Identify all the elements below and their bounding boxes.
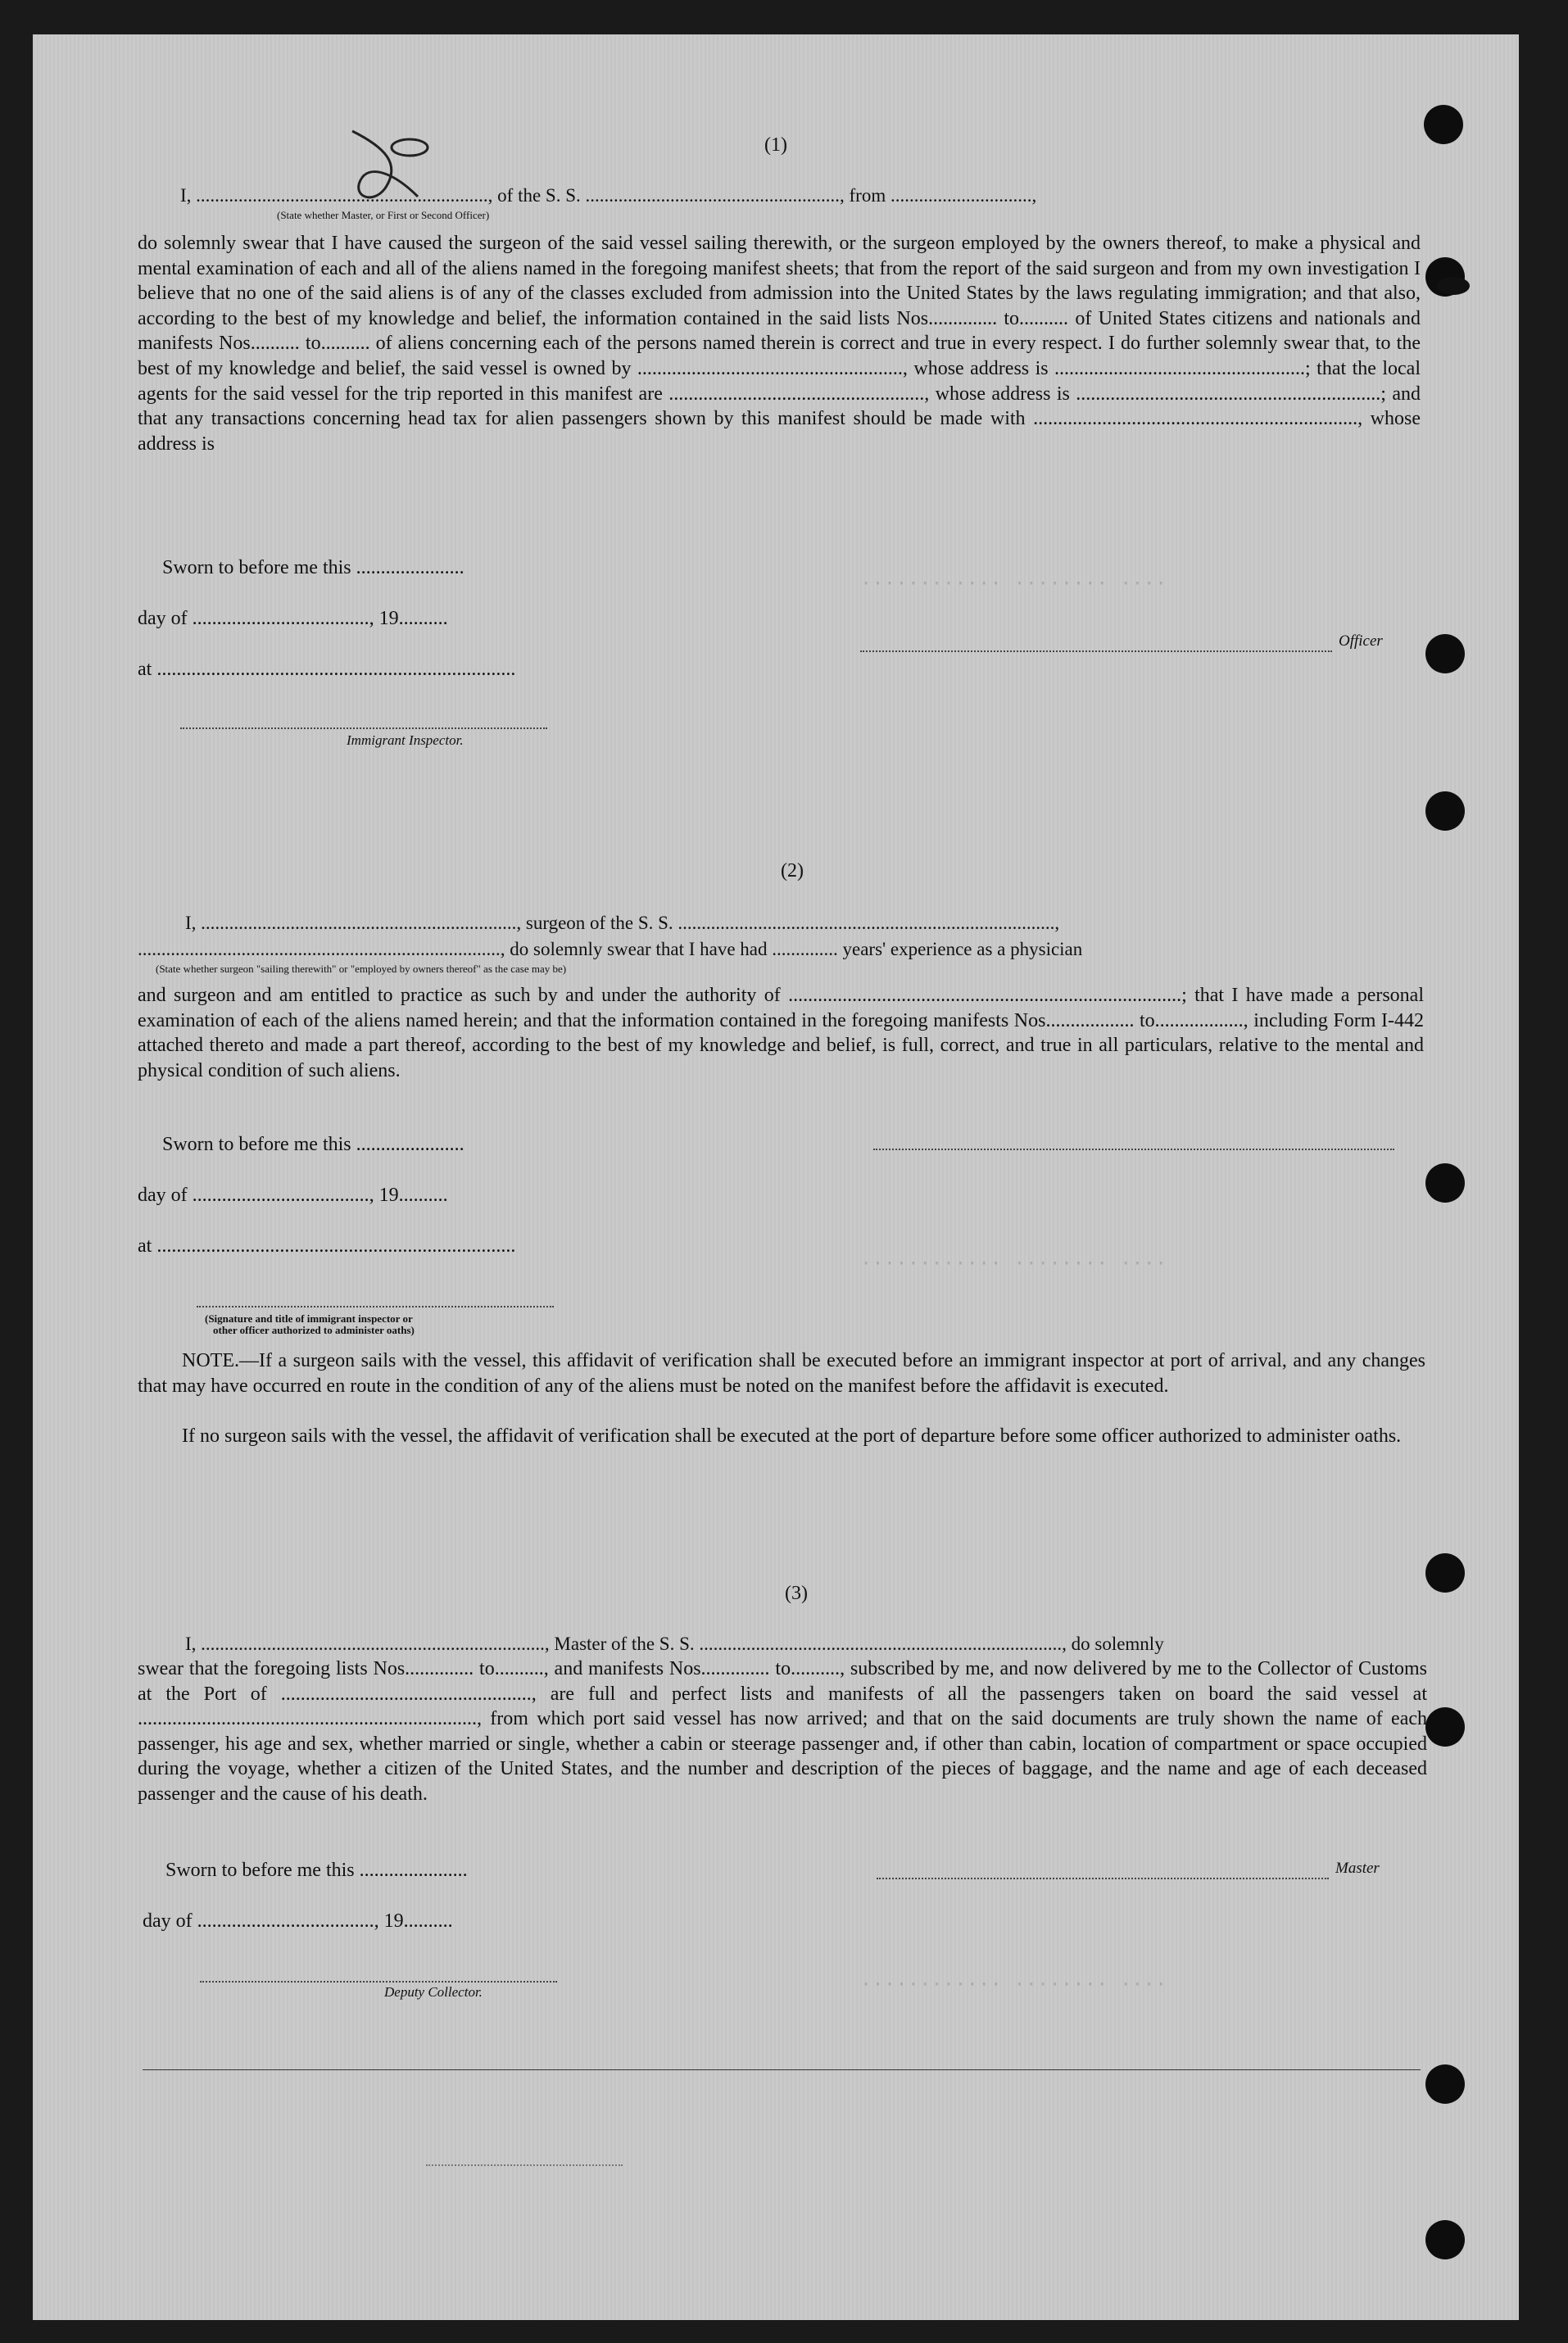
section-2-caption-2a: (Signature and title of immigrant inspector or [205, 1312, 413, 1325]
section-1-at: at ......................................................................... [138, 659, 516, 680]
note-text-1: —If a surgeon sails with the vessel, this affidavit of verification shall be executed before an immigrant inspector at port of arrival, and any changes that may have occurred en route in the condition of any of the aliens must be noted on the manifest before the affidavit is executed. [138, 1350, 1425, 1397]
master-label: Master [1335, 1860, 1380, 1877]
section-2-sworn: Sworn to before me this ...................... [162, 1134, 465, 1155]
section-3-sworn: Sworn to before me this ...................... [165, 1860, 468, 1881]
ink-smudge [1437, 277, 1470, 295]
bottom-rule [143, 2069, 1421, 2070]
section-2-caption-2b: other officer authorized to administer oaths) [213, 1324, 415, 1336]
section-2-line-2: ............................................................................., do solemnly swear that I have had .............. years' experience as a physician [138, 939, 1083, 959]
collector-label: Deputy Collector. [384, 1984, 483, 2000]
section-1-line-1: I, .............................................................., of the S. S. ......................................................, from .............................., [180, 185, 1037, 206]
manifest-affidavit-sheet [33, 34, 1519, 2320]
surgeon-note-2: If no surgeon sails with the vessel, the affidavit of verification shall be executed at the port of departure before some officer authorized to administer oaths. [182, 1425, 1402, 1447]
punch-hole [1425, 1553, 1465, 1593]
surgeon-signature-line [873, 1149, 1394, 1150]
section-2-caption: (State whether surgeon "sailing therewith" or "employed by owners thereof" as the case may be) [156, 963, 567, 975]
section-1-number: (1) [764, 134, 787, 156]
bleed-through: ............ ........ .... [860, 575, 1167, 597]
bottom-dots [426, 2164, 623, 2166]
punch-hole [1425, 2064, 1465, 2104]
section-1-body: do solemnly swear that I have caused the surgeon of the said vessel sailing therewith, or the surgeon employed by the owners thereof, to make a physical and mental examination of each and all of the aliens named in the foregoing manifest sheets; that from the report of the said surgeon and from my own investigation I believe that no one of the said aliens is of any of the classes excluded from admission into the United States by the laws regulating immigration; and that also, according to the best of my knowledge and belief, the information contained in the said lists Nos.............. to.......... of United States citizens and nationals and manifests Nos.......... to.......... of aliens concerning each of the persons named therein is correct and true in every respect. I do further solemnly swear that, to the best of my knowledge and belief, the said vessel is owned by ......................................................, whose address is ...................................................; that the local agents for the said vessel for the trip reported in this manifest are ...................................................., whose address is ..............................................................; and that any transactions concerning head tax for alien passengers shown by this manifest should be made with .................................................................., whose address is [138, 233, 1421, 455]
punch-hole [1424, 105, 1463, 144]
section-3-number: (3) [785, 1583, 808, 1604]
surgeon-note [138, 1348, 1425, 1398]
section-2-number: (2) [781, 860, 804, 881]
note-label: NOTE. [182, 1350, 239, 1371]
section-2-day: day of ...................................., 19.......... [138, 1185, 448, 1206]
collector-signature-line [200, 1981, 557, 1983]
officer-label: Officer [1339, 632, 1383, 650]
inspector-signature-line [180, 727, 547, 729]
punch-hole [1425, 1163, 1465, 1203]
section-1-day: day of ...................................., 19.......... [138, 608, 448, 629]
master-signature-line [877, 1878, 1329, 1879]
officer-signature-line [860, 650, 1332, 652]
section-1-sworn: Sworn to before me this ...................... [162, 557, 465, 578]
inspector-label: Immigrant Inspector. [347, 732, 464, 748]
section-3-body: swear that the foregoing lists Nos.............. to.........., and manifests Nos.............. to.........., subscribed by me, and now delivered by me to the Collector of Customs at the Port of ..................................................., are full and perfect lists and manifests of all the passengers taken on board the said vessel at ....................................................................., from which port said vessel has now arrived; and that on the said documents are truly shown the name of each passenger, his age and sex, whether married or single, whether a cabin or steerage passenger and, if other than cabin, location of compartment or space occupied during the voyage, whether a citizen of the United States, and the number and description of the pieces of baggage, and the name and age of each deceased passenger and the cause of his death. [138, 1658, 1427, 1805]
punch-hole [1425, 791, 1465, 831]
bleed-through: ............ ........ .... [860, 1976, 1167, 1998]
inspector-2-signature-line [197, 1306, 554, 1307]
bleed-through: ............ ........ .... [860, 1255, 1167, 1277]
section-3-line-1: I, ........................................................................., Master of the S. S. ............................................................................., do solemnly [185, 1634, 1164, 1654]
punch-hole [1425, 1707, 1465, 1747]
punch-hole [1425, 2220, 1465, 2259]
section-1-caption: (State whether Master, or First or Second Officer) [277, 209, 490, 221]
section-2-line-1: I, ..................................................................., surgeon of the S. S. ................................................................................, [185, 913, 1060, 933]
punch-hole [1425, 634, 1465, 673]
section-2-body: and surgeon and am entitled to practice as such by and under the authority of ................................................................................; that I have made a personal examination of each of the aliens named herein; and that the information contained in the foregoing manifests Nos.................. to.................., including Form I-442 attached thereto and made a part thereof, according to the best of my knowledge and belief, is full, correct, and true in all particulars, relative to the mental and physical condition of such aliens. [138, 985, 1424, 1081]
section-2-at: at ......................................................................... [138, 1235, 516, 1257]
section-3-day: day of ...................................., 19.......... [143, 1910, 453, 1932]
